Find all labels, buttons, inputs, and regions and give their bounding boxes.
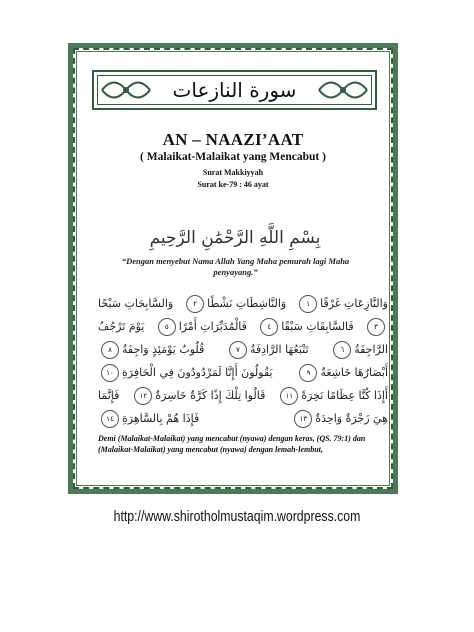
verse-text: يَوْمَ تَرْجُفُ (98, 320, 145, 333)
verse-segment (98, 341, 204, 359)
verse-segment (98, 410, 199, 428)
verses-block (98, 292, 388, 430)
ayah-marker-icon: ٢ (186, 295, 204, 313)
verse-line (98, 361, 388, 384)
ayah-marker-icon: ١ (299, 295, 317, 313)
verse-segment (277, 387, 388, 405)
verse-text: الرَّاجِفَةُ (354, 343, 388, 356)
verse-text: وَالنَّازِعَاتِ غَرْقًا (320, 297, 388, 310)
verse-line (98, 384, 388, 407)
surah-number-line: Surat ke-79 : 46 ayat (197, 180, 269, 189)
verse-segment (257, 318, 353, 336)
verse-segment (98, 320, 144, 333)
header-plate (92, 70, 377, 110)
ayah-marker-icon: ٧ (229, 341, 247, 359)
verse-segment (226, 341, 309, 359)
verse-text: يَقُولُونَ أَإِنَّا لَمَرْدُودُونَ فِي الْحَافِرَةِ (122, 366, 273, 379)
verse-text: أَبْصَارُهَا خَاشِعَةٌ (320, 366, 388, 379)
surah-meaning: ( Malaikat-Malaikat yang Mencabut ) (140, 151, 326, 163)
header-arabic-title: سورة النازعات (172, 78, 297, 102)
ayah-marker-icon: ٣ (367, 318, 385, 336)
basmala-arabic: بِسْمِ اللَّهِ الرَّحْمَٰنِ الرَّحِيمِ (149, 228, 321, 248)
verse-segment (296, 295, 388, 313)
ayah-marker-icon: ٥ (158, 318, 176, 336)
verse-segment (98, 297, 173, 310)
verse-segment (330, 341, 388, 359)
surah-type: Surat Makkiyyah (202, 168, 264, 177)
verse-line (98, 315, 388, 338)
ayah-marker-icon: ٦ (333, 341, 351, 359)
ayah-marker-icon: ٤ (260, 318, 278, 336)
verse-text: تَتْبَعُهَا الرَّادِفَةُ (250, 343, 309, 356)
verse-segment (291, 410, 388, 428)
ayah-marker-icon: ١٤ (101, 410, 119, 428)
verse-segment (98, 389, 119, 402)
footer-url: http://www.shirotholmustaqim.wordpress.com (113, 508, 361, 525)
verse-segment (364, 318, 388, 336)
verse-segment (155, 318, 247, 336)
ayah-marker-icon: ١٣ (294, 410, 312, 428)
ayah-marker-icon: ٩ (299, 364, 317, 382)
ornament-right-icon (317, 78, 369, 102)
verse-segment (131, 387, 265, 405)
verse-line (98, 292, 388, 315)
ayah-marker-icon: ١٠ (101, 364, 119, 382)
verse-line (98, 407, 388, 430)
verse-text: أَإِذَا كُنَّا عِظَامًا نَخِرَةً (301, 389, 388, 402)
ayah-marker-icon: ١٢ (134, 387, 152, 405)
basmala-translation: “Dengan menyebut Nama Allah Yang Maha pemurah lagi Maha penyayang.” (121, 256, 350, 277)
verse-line (98, 338, 388, 361)
verse-text: فَإِنَّمَا (98, 389, 120, 402)
verse-text: هِيَ زَجْرَةٌ وَاحِدَةٌ (315, 412, 388, 425)
verse-text: قُلُوبٌ يَوْمَئِذٍ وَاجِفَةٌ (122, 343, 205, 356)
verse-text: وَالسَّابِحَاتِ سَبْحًا (98, 297, 174, 310)
ayah-marker-icon: ٨ (101, 341, 119, 359)
surah-latin-name: AN – NAAZI’AAT (162, 130, 304, 149)
verse-segment (296, 364, 388, 382)
verse-segment (183, 295, 286, 313)
verse-text: وَالنَّاشِطَاتِ نَشْطًا (207, 297, 287, 310)
ayah-marker-icon: ١١ (280, 387, 298, 405)
verse-text: فَإِذَا هُمْ بِالسَّاهِرَةِ (122, 412, 200, 425)
verse-translation: Demi (Malaikat-Malaikat) yang mencabut (nyawa) dengan keras, (QS. 79:1) dan (Malaikat-Malaikat) yang mencabut (nyawa) dengan lemah-lembut, (98, 434, 366, 454)
verse-text: فَالسَّابِقَاتِ سَبْقًا (281, 320, 354, 333)
verse-segment (98, 364, 273, 382)
verse-text: قَالُوا تِلْكَ إِذًا كَرَّةٌ خَاسِرَةٌ (155, 389, 266, 402)
verse-text: فَالْمُدَبِّرَاتِ أَمْرًا (178, 320, 247, 333)
